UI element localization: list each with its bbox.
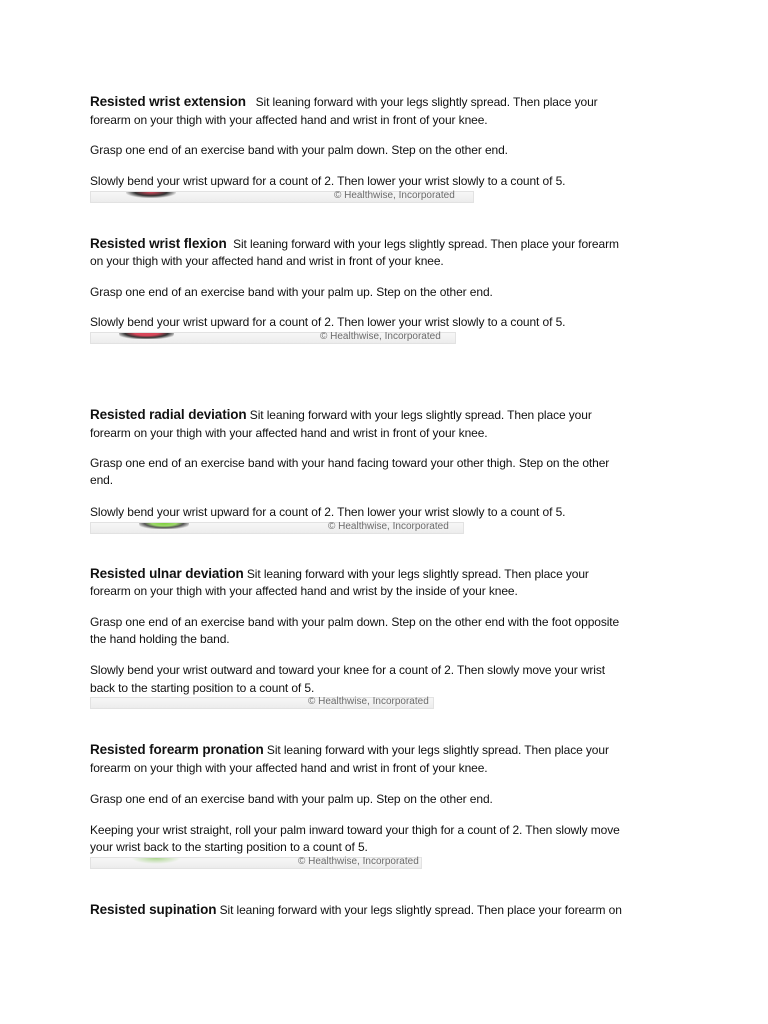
figure-credit-4: © Healthwise, Incorporated (308, 696, 429, 707)
section-3-line-5: Slowly bend your wrist upward for a count of 2. Then lower your wrist slowly to a count of 5. (90, 505, 566, 519)
figure-image-2 (119, 333, 174, 339)
section-5-line-1: Resisted forearm pronation Sit leaning forward with your legs slightly spread. Then place your (90, 742, 609, 757)
section-5-line-5: your wrist back to the starting position to a count of 5. (90, 840, 368, 854)
section-1-line-1: Resisted wrist extension Sit leaning forward with your legs slightly spread. Then place your (90, 94, 598, 109)
section-4-title: Resisted ulnar deviation (90, 566, 244, 581)
section-1-line-2: forearm on your thigh with your affected hand and wrist in front of your knee. (90, 113, 488, 127)
section-4-line-5: Slowly bend your wrist outward and toward your knee for a count of 2. Then slowly move your wrist (90, 663, 605, 677)
section-5-line-4: Keeping your wrist straight, roll your palm inward toward your thigh for a count of 2. Then slowly move (90, 823, 620, 837)
section-1-title: Resisted wrist extension (90, 94, 246, 109)
section-1-line-4: Slowly bend your wrist upward for a count of 2. Then lower your wrist slowly to a count of 5. (90, 174, 566, 188)
figure-image-3 (139, 523, 189, 529)
section-6-line-1: Resisted supination Sit leaning forward with your legs slightly spread. Then place your forearm on (90, 902, 622, 917)
figure-image-1 (126, 192, 176, 198)
figure-credit-1: © Healthwise, Incorporated (334, 190, 455, 201)
figure-strip-5 (90, 857, 422, 869)
figure-strip-4 (90, 697, 434, 709)
section-1-line-3: Grasp one end of an exercise band with your palm down. Step on the other end. (90, 143, 508, 157)
figure-image-5 (131, 858, 181, 864)
figure-credit-3: © Healthwise, Incorporated (328, 521, 449, 532)
section-5-line-3: Grasp one end of an exercise band with your palm up. Step on the other end. (90, 792, 493, 806)
section-5-title: Resisted forearm pronation (90, 742, 264, 757)
section-3-line-3: Grasp one end of an exercise band with your hand facing toward your other thigh. Step on the other (90, 456, 610, 470)
section-4-line-1: Resisted ulnar deviation Sit leaning forward with your legs slightly spread. Then place your (90, 566, 589, 581)
figure-credit-5: © Healthwise, Incorporated (298, 856, 419, 867)
section-4-line-4: the hand holding the band. (90, 632, 230, 646)
section-5-line-2: forearm on your thigh with your affected hand and wrist in front of your knee. (90, 761, 488, 775)
section-3-line-1: Resisted radial deviation Sit leaning forward with your legs slightly spread. Then place your (90, 407, 592, 422)
section-2-line-2: on your thigh with your affected hand and wrist in front of your knee. (90, 254, 444, 268)
section-2-line-3: Grasp one end of an exercise band with your palm up. Step on the other end. (90, 285, 493, 299)
section-3-title: Resisted radial deviation (90, 407, 247, 422)
section-3-line-2: forearm on your thigh with your affected hand and wrist in front of your knee. (90, 426, 488, 440)
section-4-line-6: back to the starting position to a count of 5. (90, 681, 315, 695)
section-4-line-2: forearm on your thigh with your affected hand and wrist by the inside of your knee. (90, 584, 518, 598)
figure-credit-2: © Healthwise, Incorporated (320, 331, 441, 342)
section-2-line-1: Resisted wrist flexion Sit leaning forward with your legs slightly spread. Then place your forearm (90, 236, 619, 251)
figure-strip-1 (90, 191, 474, 203)
figure-strip-3 (90, 522, 464, 534)
figure-strip-2 (90, 332, 456, 344)
section-2-title: Resisted wrist flexion (90, 236, 227, 251)
section-4-line-3: Grasp one end of an exercise band with your palm down. Step on the other end with the foot opposite (90, 615, 620, 629)
section-2-line-4: Slowly bend your wrist upward for a count of 2. Then lower your wrist slowly to a count of 5. (90, 315, 566, 329)
section-6-title: Resisted supination (90, 902, 217, 917)
section-3-line-4: end. (90, 473, 113, 487)
